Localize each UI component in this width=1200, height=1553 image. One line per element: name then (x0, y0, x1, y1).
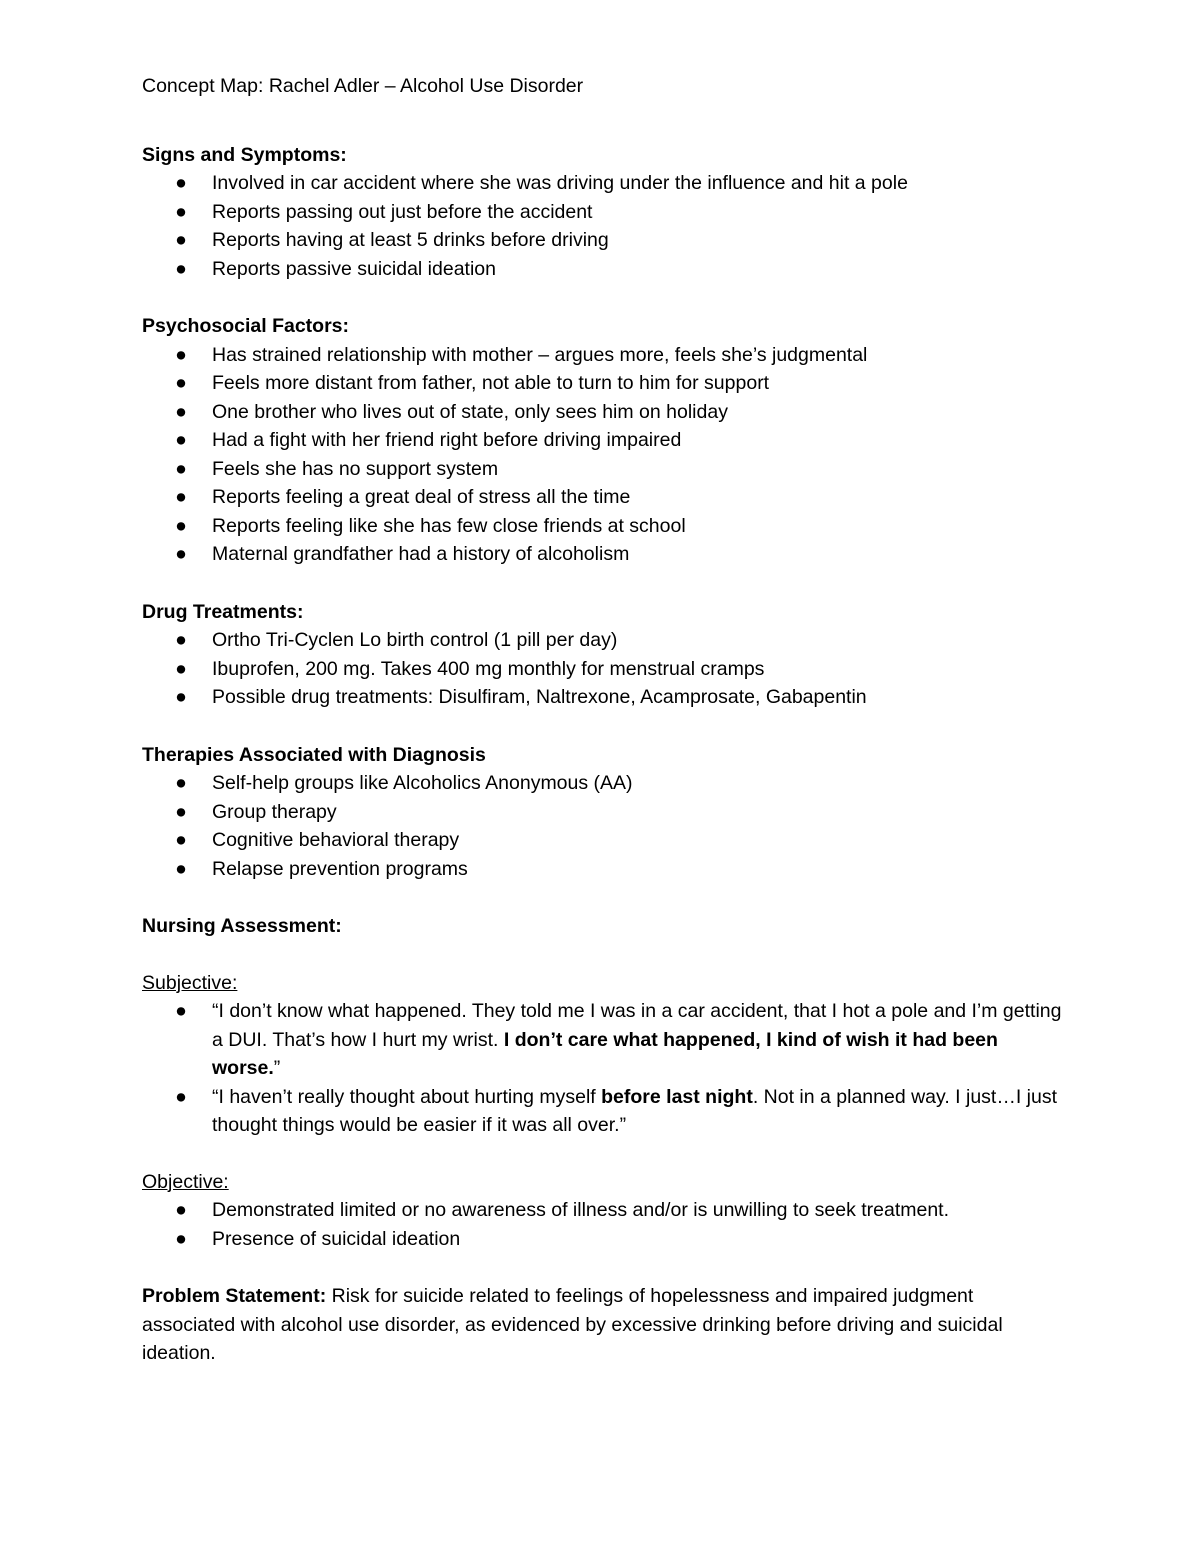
list-item (142, 826, 1062, 855)
quote-text: “I don’t know what happened. They told me I was in a car accident, that I hot a pole and I’m getting a DUI. That’s how I hurt my wrist. (212, 1000, 1062, 1051)
signs-list (142, 169, 1062, 283)
bullet-icon: ● (175, 429, 187, 451)
list-item (142, 169, 1062, 198)
bullet-icon: ● (175, 772, 187, 794)
list-item-text: Feels she has no support system (212, 457, 499, 480)
bullet-icon: ● (175, 257, 187, 280)
bullet-icon: ● (175, 400, 187, 423)
list-item (142, 512, 1062, 541)
list-item-text: Self-help groups like Alcoholics Anonymous (AA) (212, 772, 633, 794)
problem-statement (142, 1282, 1062, 1368)
list-item-text: Reports feeling a great deal of stress all the time (212, 486, 631, 508)
list-item (142, 426, 1062, 455)
list-item-text: Had a fight with her friend right before driving impaired (212, 429, 682, 451)
list-item-text: Reports passing out just before the accident (212, 200, 593, 223)
objective-list (142, 1196, 1062, 1253)
bullet-icon: ● (175, 857, 187, 880)
list-item (142, 1196, 1062, 1225)
drugs-heading: Drug Treatments: (142, 600, 304, 623)
list-item (142, 226, 1062, 255)
psychosocial-heading: Psychosocial Factors: (142, 315, 349, 337)
spacer (142, 941, 1062, 969)
list-item-text: Reports passive suicidal ideation (212, 257, 496, 280)
list-item (142, 455, 1062, 484)
bullet-icon: ● (175, 457, 187, 480)
list-item (142, 540, 1062, 569)
list-item-text: Reports having at least 5 drinks before driving (212, 229, 609, 251)
subjective-label: Subjective: (142, 971, 238, 994)
list-item (142, 369, 1062, 398)
quote-emphasis: before last night (601, 1085, 753, 1108)
bullet-icon: ● (175, 829, 187, 851)
bullet-icon: ● (175, 514, 187, 537)
list-item-text: Has strained relationship with mother – argues more, feels she’s judgmental (212, 343, 868, 366)
quote-text: “I haven’t really thought about hurting myself (212, 1085, 602, 1108)
list-item-text: Relapse prevention programs (212, 857, 468, 880)
list-item (142, 1083, 1062, 1140)
drugs-list (142, 626, 1062, 712)
spacer (142, 1140, 1062, 1168)
list-item-text: Possible drug treatments: Disulfiram, Naltrexone, Acamprosate, Gabapentin (212, 686, 867, 708)
list-item-text: Cognitive behavioral therapy (212, 829, 460, 851)
list-item-text: Presence of suicidal ideation (212, 1227, 461, 1250)
bullet-icon: ● (175, 229, 187, 251)
list-item-text: Ibuprofen, 200 mg. Takes 400 mg monthly for menstrual cramps (212, 657, 765, 680)
list-item-text: One brother who lives out of state, only sees him on holiday (212, 400, 728, 423)
bullet-icon: ● (175, 372, 187, 394)
list-item (142, 798, 1062, 827)
list-item-text: Feels more distant from father, not able to turn to him for support (212, 372, 770, 394)
bullet-icon: ● (175, 1199, 187, 1221)
problem-text: Risk for suicide related to feelings of hopelessness and impaired judgment associated with alcohol use disorder, as evidenced by excessive drinking before driving and suicidal ideation. (142, 1285, 1003, 1364)
list-item-text: Maternal grandfather had a history of alcoholism (212, 543, 630, 565)
document-page (142, 72, 1062, 1387)
therapies-heading: Therapies Associated with Diagnosis (142, 743, 486, 766)
quote-text-end: ” (273, 1057, 281, 1079)
bullet-icon: ● (175, 657, 187, 680)
therapies-section (142, 741, 1062, 884)
psychosocial-section (142, 312, 1062, 569)
signs-heading: Signs and Symptoms: (142, 143, 347, 166)
assessment-heading: Nursing Assessment: (142, 915, 342, 937)
document-title: Concept Map: Rachel Adler – Alcohol Use Disorder (142, 75, 584, 97)
list-item (142, 255, 1062, 284)
quote-emphasis: I don’t care what happened, I kind of wish it had been worse. (212, 1028, 998, 1079)
bullet-icon: ● (175, 543, 187, 565)
bullet-icon: ● (175, 800, 187, 823)
list-item (142, 683, 1062, 712)
subjective-list (142, 997, 1062, 1140)
bullet-icon: ● (175, 629, 187, 651)
quote-text-end: . Not in a planned way. I just…I just thought things would be easier if it was all over.” (212, 1085, 1058, 1136)
objective-label: Objective: (142, 1170, 229, 1193)
list-item (142, 855, 1062, 884)
list-item (142, 341, 1062, 370)
bullet-icon: ● (175, 1227, 187, 1250)
assessment-section (142, 912, 1062, 1253)
list-item (142, 483, 1062, 512)
list-item (142, 1225, 1062, 1254)
problem-label: Problem Statement: (142, 1285, 327, 1307)
list-item (142, 769, 1062, 798)
list-item (142, 626, 1062, 655)
list-item-text: Involved in car accident where she was driving under the influence and hit a pole (212, 172, 908, 194)
signs-section (142, 141, 1062, 284)
list-item (142, 198, 1062, 227)
list-item (142, 398, 1062, 427)
list-item-text: Ortho Tri-Cyclen Lo birth control (1 pill per day) (212, 629, 618, 651)
drugs-section (142, 598, 1062, 712)
bullet-icon: ● (175, 686, 187, 708)
list-item-text: Group therapy (212, 800, 337, 823)
list-item (142, 997, 1062, 1083)
therapies-list (142, 769, 1062, 883)
bullet-icon: ● (175, 200, 187, 223)
psychosocial-list (142, 341, 1062, 569)
bullet-icon: ● (175, 1085, 187, 1108)
bullet-icon: ● (175, 172, 187, 194)
list-item (142, 655, 1062, 684)
bullet-icon: ● (175, 1000, 187, 1022)
list-item-text: Reports feeling like she has few close friends at school (212, 514, 686, 537)
list-item-text: Demonstrated limited or no awareness of illness and/or is unwilling to seek treatment. (212, 1199, 950, 1221)
bullet-icon: ● (175, 343, 187, 366)
bullet-icon: ● (175, 486, 187, 508)
